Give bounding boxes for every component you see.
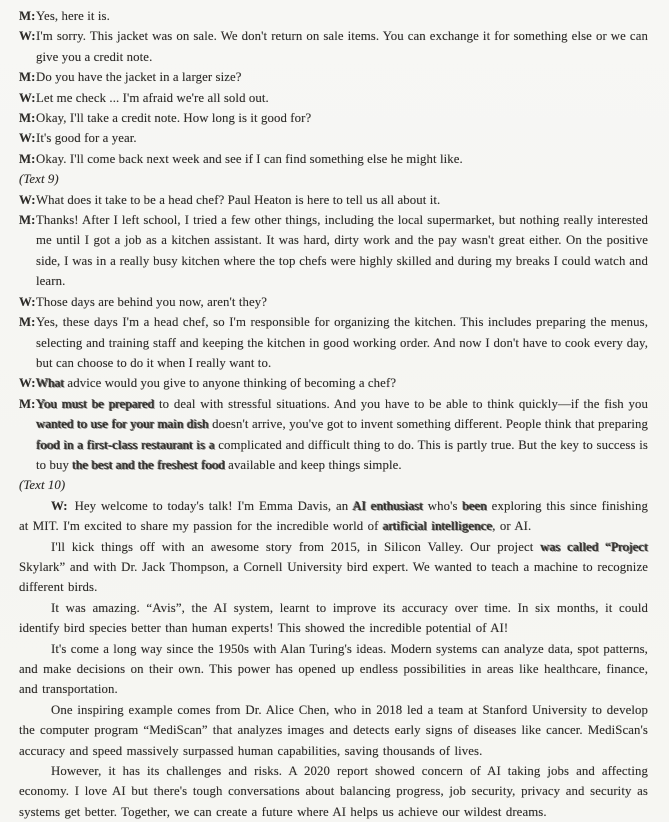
text-run: to deal with stressful situations. And you have to be able to think quickly—if the fish you (154, 396, 648, 411)
text-run: I'm sorry. This jacket was on sale. We don't return on sale items. You can exchange it for something else or we can give you a credit note. (36, 29, 648, 64)
text-run: However, it has its challenges and risks. A 2020 report showed concern of AI taking jobs and affecting economy. I love AI but there's tough conversations about balancing progress, job security, privacy and security as systems get better. Together, we can create a future where AI helps us achieve our wildest dreams. (19, 764, 648, 819)
text-run: It's good for a year. (36, 131, 137, 146)
talk-paragraph (19, 598, 648, 639)
text-run: It was amazing. “Avis”, the AI system, learnt to improve its accuracy over time. In six months, it could identify bird species better than human experts! This showed the incredible potential of AI! (19, 600, 648, 636)
text-run: One inspiring example comes from Dr. Alice Chen, who in 2018 led a team at Stanford University to develop the computer program “MediScan” that analyzes images and detects early signs of diseases like cancer. MediScan's accuracy and speed massively surpassed human capabilities, saving thousands of lives. (19, 702, 648, 758)
speaker-label: W: (19, 90, 36, 105)
dialogue-line (19, 108, 648, 128)
overprinted-text: been (462, 498, 487, 513)
speaker-label: M: (19, 151, 36, 166)
speaker-label: M: (19, 396, 36, 411)
talk-paragraph (19, 761, 648, 822)
speaker-label: W: (19, 29, 36, 44)
dialogue-line (19, 128, 648, 148)
overprinted-text: the best and the freshest food (72, 457, 225, 472)
text-section-marker (19, 169, 648, 189)
talk-paragraph (19, 537, 648, 598)
overprinted-text: was called “Project (540, 539, 648, 554)
dialogue-line (19, 6, 648, 26)
dialogue-line (19, 373, 648, 393)
text-run: who's (422, 498, 463, 513)
overprinted-text: What (36, 376, 65, 391)
speaker-label: M: (19, 70, 36, 85)
dialogue-line (19, 26, 648, 67)
talk-paragraph (19, 700, 648, 761)
text-run: doesn't arrive, you've got to invent something different. People think that preparing (208, 417, 648, 432)
text-run: available and keep things simple. (224, 457, 402, 472)
dialogue-line (19, 292, 648, 312)
text-run: (Text 9) (19, 172, 59, 187)
text-run: Those days are behind you now, aren't they? (36, 294, 268, 309)
text-run: Do you have the jacket in a larger size? (36, 70, 242, 85)
text-run: Thanks! After I left school, I tried a few other things, including the local supermarket, but nothing really interested me until I got a job as a kitchen assistant. It was hard, dirty work and the pay wasn't great either. On the positive side, I was in a really busy kitchen where the top chefs were highly skilled and during my breaks I could watch and learn. (36, 213, 648, 289)
overprinted-text: artificial intelligence (382, 519, 493, 534)
speaker-label: W: (19, 192, 36, 207)
text-run: Yes, these days I'm a head chef, so I'm responsible for organizing the kitchen. This includes preparing the menus, selecting and training staff and keeping the kitchen in good working order. And now I don't have to cook every day, but can choose to do it when I really want to. (36, 315, 648, 370)
dialogue-line (19, 394, 648, 476)
speaker-label: W: (19, 131, 36, 146)
dialogue-line (19, 149, 648, 169)
speaker-label: W: (19, 294, 36, 309)
text-run: Okay, I'll take a credit note. How long is it good for? (36, 111, 312, 126)
text-run: exploring this since finishing at MIT. I'm excited to share my passion for the incredible world of (19, 498, 648, 534)
dialogue-line (19, 312, 648, 373)
text-run: , or AI. (492, 519, 532, 534)
speaker-label: M: (19, 9, 36, 23)
dialogue-line (19, 210, 648, 292)
text-run: complicated and difficult thing to do. This is partly true. But the key to success is to buy (36, 437, 648, 472)
text-run: Hey welcome to today's talk! I'm Emma Davis, an (74, 498, 353, 513)
overprinted-text: food in a first-class restaurant is a (36, 437, 215, 452)
text-run: I'll kick things off with an awesome story from 2015, in Silicon Valley. Our project (51, 539, 541, 554)
overprinted-text: AI enthusiast (352, 498, 423, 513)
overprinted-text: You must be prepared (36, 396, 155, 411)
dialogue-line (19, 67, 648, 87)
transcript (19, 6, 648, 822)
text-run: Yes, here it is. (36, 9, 110, 23)
speaker-label: W: (19, 376, 36, 391)
talk-paragraph (19, 496, 648, 537)
text-run: (Text 10) (19, 478, 66, 493)
text-run: What does it take to be a head chef? Paul Heaton is here to tell us all about it. (36, 192, 441, 207)
speaker-label: M: (19, 111, 36, 126)
talk-paragraph (19, 639, 648, 700)
dialogue-line (19, 88, 648, 108)
text-run: It's come a long way since the 1950s with Alan Turing's ideas. Modern systems can analyze data, spot patterns, and make decisions on their own. This power has opened up endless possibilities in areas like healthcare, finance, and transportation. (19, 641, 648, 697)
dialogue-line (19, 190, 648, 210)
text-run: Let me check ... I'm afraid we're all sold out. (36, 90, 269, 105)
text-run: Skylark” and with Dr. Jack Thompson, a Cornell University bird expert. We wanted to teach a machine to recognize different birds. (19, 559, 648, 595)
speaker-label: W: (51, 498, 68, 513)
speaker-label: M: (19, 315, 36, 330)
overprinted-text: wanted to use for your main dish (36, 417, 209, 432)
text-section-marker (19, 475, 648, 495)
text-run: Okay. I'll come back next week and see if I can find something else he might like. (36, 151, 463, 166)
text-run: advice would you give to anyone thinking of becoming a chef? (64, 376, 397, 391)
speaker-label: M: (19, 213, 36, 228)
